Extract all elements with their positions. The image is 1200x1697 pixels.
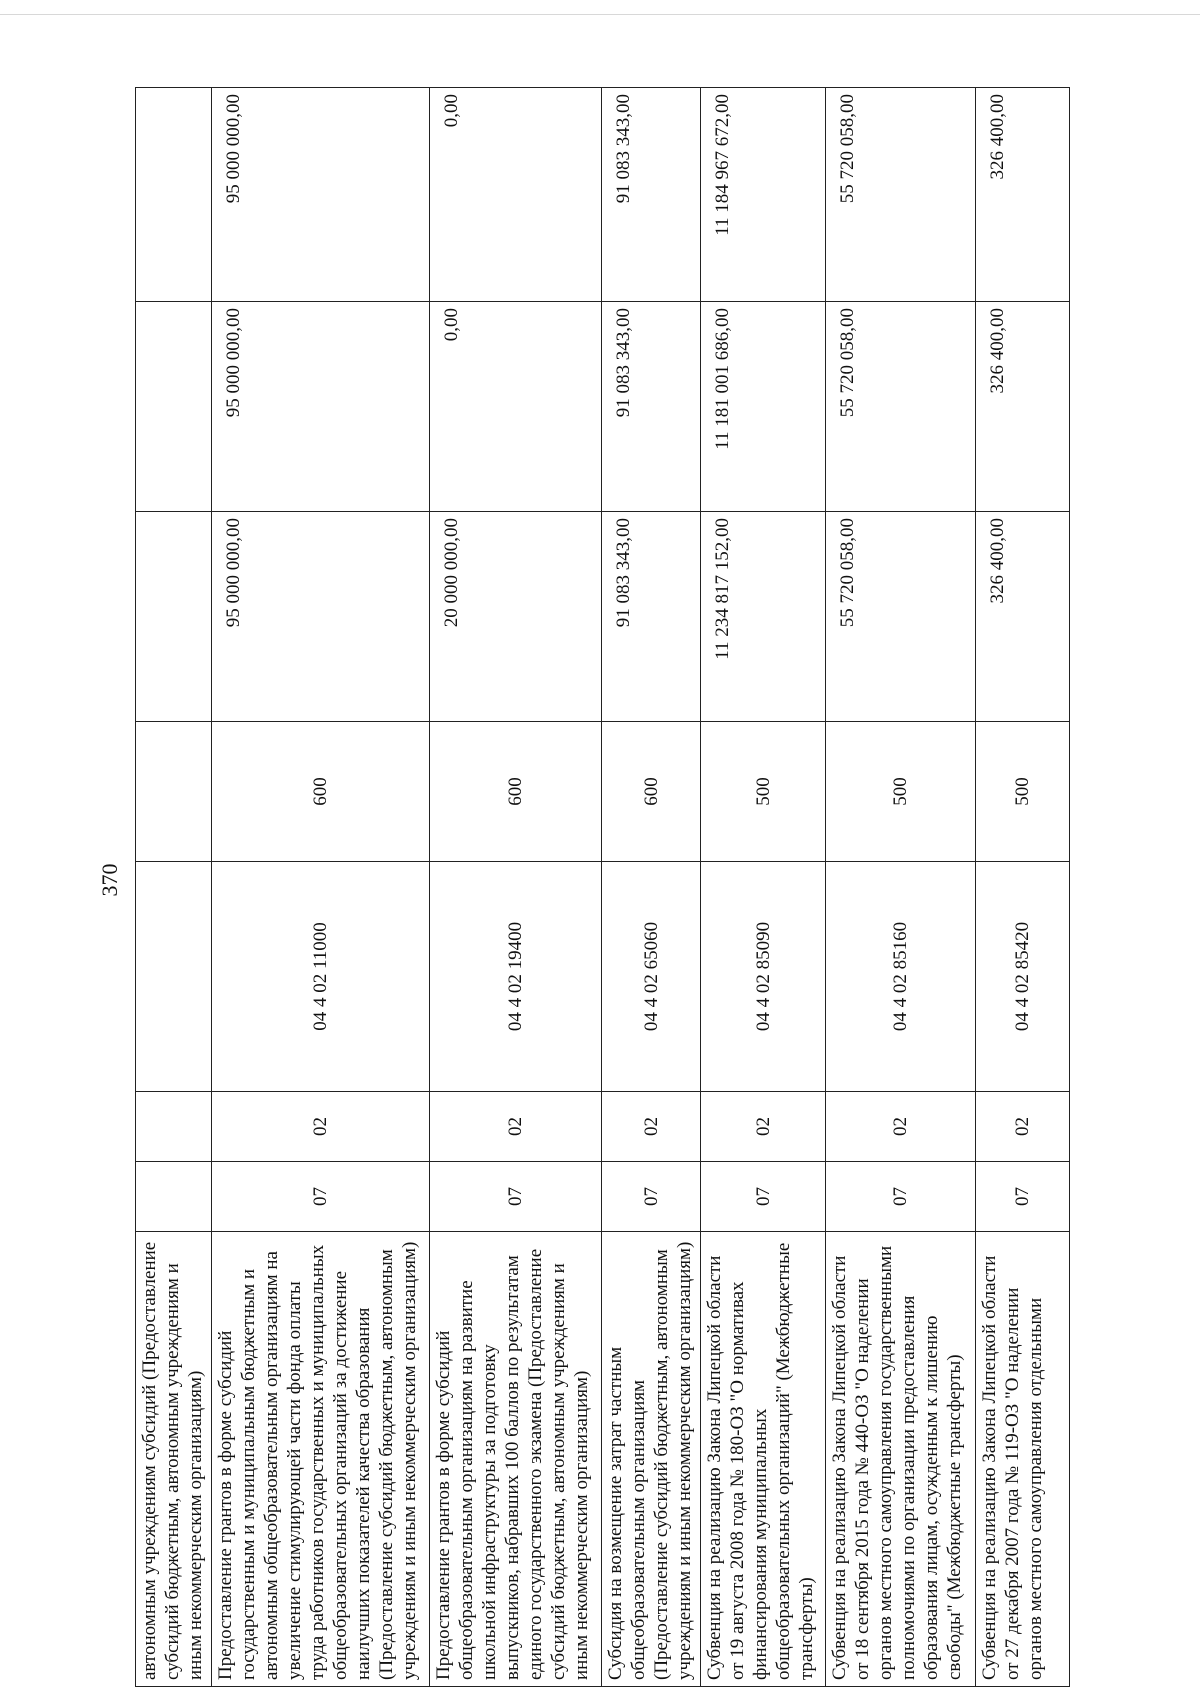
amount-year-3: 0,00 (429, 88, 601, 302)
expense-type-code (136, 722, 212, 862)
amount-year-2: 326 400,00 (975, 302, 1069, 512)
row-description: Субвенция на реализацию Закона Липецкой области от 18 сентября 2015 года № 440-ОЗ "О наделении органов местного самоуправления государственными полномочиями по организации предоставления образования лицам, осужденным к лишению свободы" (Межбюджетные трансферты) (825, 1232, 975, 1687)
target-article-code (136, 862, 212, 1092)
amount-year-3: 11 184 967 672,00 (701, 88, 825, 302)
amount-year-1 (136, 512, 212, 722)
section-code: 07 (211, 1162, 429, 1232)
subsection-code: 02 (701, 1092, 825, 1162)
target-article-code: 04 4 02 85090 (701, 862, 825, 1092)
section-code: 07 (429, 1162, 601, 1232)
target-article-code: 04 4 02 85160 (825, 862, 975, 1092)
amount-year-3 (136, 88, 212, 302)
amount-year-2: 0,00 (429, 302, 601, 512)
page-number: 370 (97, 863, 122, 897)
expense-type-code: 500 (825, 722, 975, 862)
table-row (601, 88, 701, 1687)
section-code: 07 (601, 1162, 701, 1232)
table-row (211, 88, 429, 1687)
expense-type-code: 500 (975, 722, 1069, 862)
table-row (701, 88, 825, 1687)
subsection-code: 02 (211, 1092, 429, 1162)
expense-type-code: 600 (211, 722, 429, 862)
amount-year-2: 91 083 343,00 (601, 302, 701, 512)
row-description: Субвенция на реализацию Закона Липецкой области от 19 августа 2008 года № 180-ОЗ "О нормативах финансирования муниципальных общеобразовательных организаций" (Межбюджетные трансферты) (701, 1232, 825, 1687)
table-row (825, 88, 975, 1687)
section-code: 07 (825, 1162, 975, 1232)
expense-type-code: 600 (601, 722, 701, 862)
amount-year-1: 11 234 817 152,00 (701, 512, 825, 722)
row-description: Предоставление грантов в форме субсидий государственным и муниципальным бюджетным и автономным общеобразовательным организациям на увеличение стимулирующей части фонда оплаты труда работников государственных и муниципальных общеобразовательных организаций за достижение наилучших показателей качества образования (Предоставление субсидий бюджетным, автономным учреждениям и иным некоммерческим организациям) (211, 1232, 429, 1687)
subsection-code: 02 (975, 1092, 1069, 1162)
amount-year-3: 55 720 058,00 (825, 88, 975, 302)
amount-year-3: 95 000 000,00 (211, 88, 429, 302)
target-article-code: 04 4 02 85420 (975, 862, 1069, 1092)
amount-year-1: 91 083 343,00 (601, 512, 701, 722)
section-code: 07 (975, 1162, 1069, 1232)
amount-year-3: 326 400,00 (975, 88, 1069, 302)
target-article-code: 04 4 02 19400 (429, 862, 601, 1092)
subsection-code (136, 1092, 212, 1162)
table-row (975, 88, 1069, 1687)
amount-year-1: 55 720 058,00 (825, 512, 975, 722)
expense-type-code: 600 (429, 722, 601, 862)
amount-year-2: 55 720 058,00 (825, 302, 975, 512)
subsection-code: 02 (601, 1092, 701, 1162)
target-article-code: 04 4 02 11000 (211, 862, 429, 1092)
table-row (136, 88, 212, 1687)
subsection-code: 02 (825, 1092, 975, 1162)
amount-year-2: 95 000 000,00 (211, 302, 429, 512)
amount-year-2: 11 181 001 686,00 (701, 302, 825, 512)
section-code (136, 1162, 212, 1232)
budget-table (135, 87, 1070, 1687)
row-description: Субсидия на возмещение затрат частным общеобразовательным организациям (Предоставление субсидий бюджетным, автономным учреждениям и иным некоммерческим организациям) (601, 1232, 701, 1687)
expense-type-code: 500 (701, 722, 825, 862)
table-row (429, 88, 601, 1687)
subsection-code: 02 (429, 1092, 601, 1162)
amount-year-1: 326 400,00 (975, 512, 1069, 722)
amount-year-3: 91 083 343,00 (601, 88, 701, 302)
amount-year-1: 95 000 000,00 (211, 512, 429, 722)
scan-top-edge (0, 14, 1200, 15)
section-code: 07 (701, 1162, 825, 1232)
amount-year-1: 20 000 000,00 (429, 512, 601, 722)
row-description: Предоставление грантов в форме субсидий общеобразовательным организациям на развитие школьной инфраструктуры за подготовку выпускников, набравших 100 баллов по результатам единого государственного экзамена (Предоставление субсидий бюджетным, автономным учреждениям и иным некоммерческим организациям) (429, 1232, 601, 1687)
row-description: автономным учреждениям субсидий (Предоставление субсидий бюджетным, автономным учреждениям и иным некоммерческим организациям) (136, 1232, 212, 1687)
amount-year-2 (136, 302, 212, 512)
rotated-page (135, 88, 1070, 1687)
table-body (136, 88, 1070, 1687)
row-description: Субвенция на реализацию Закона Липецкой области от 27 декабря 2007 года № 119-ОЗ "О наделении органов местного самоуправления отдельными (975, 1232, 1069, 1687)
target-article-code: 04 4 02 65060 (601, 862, 701, 1092)
